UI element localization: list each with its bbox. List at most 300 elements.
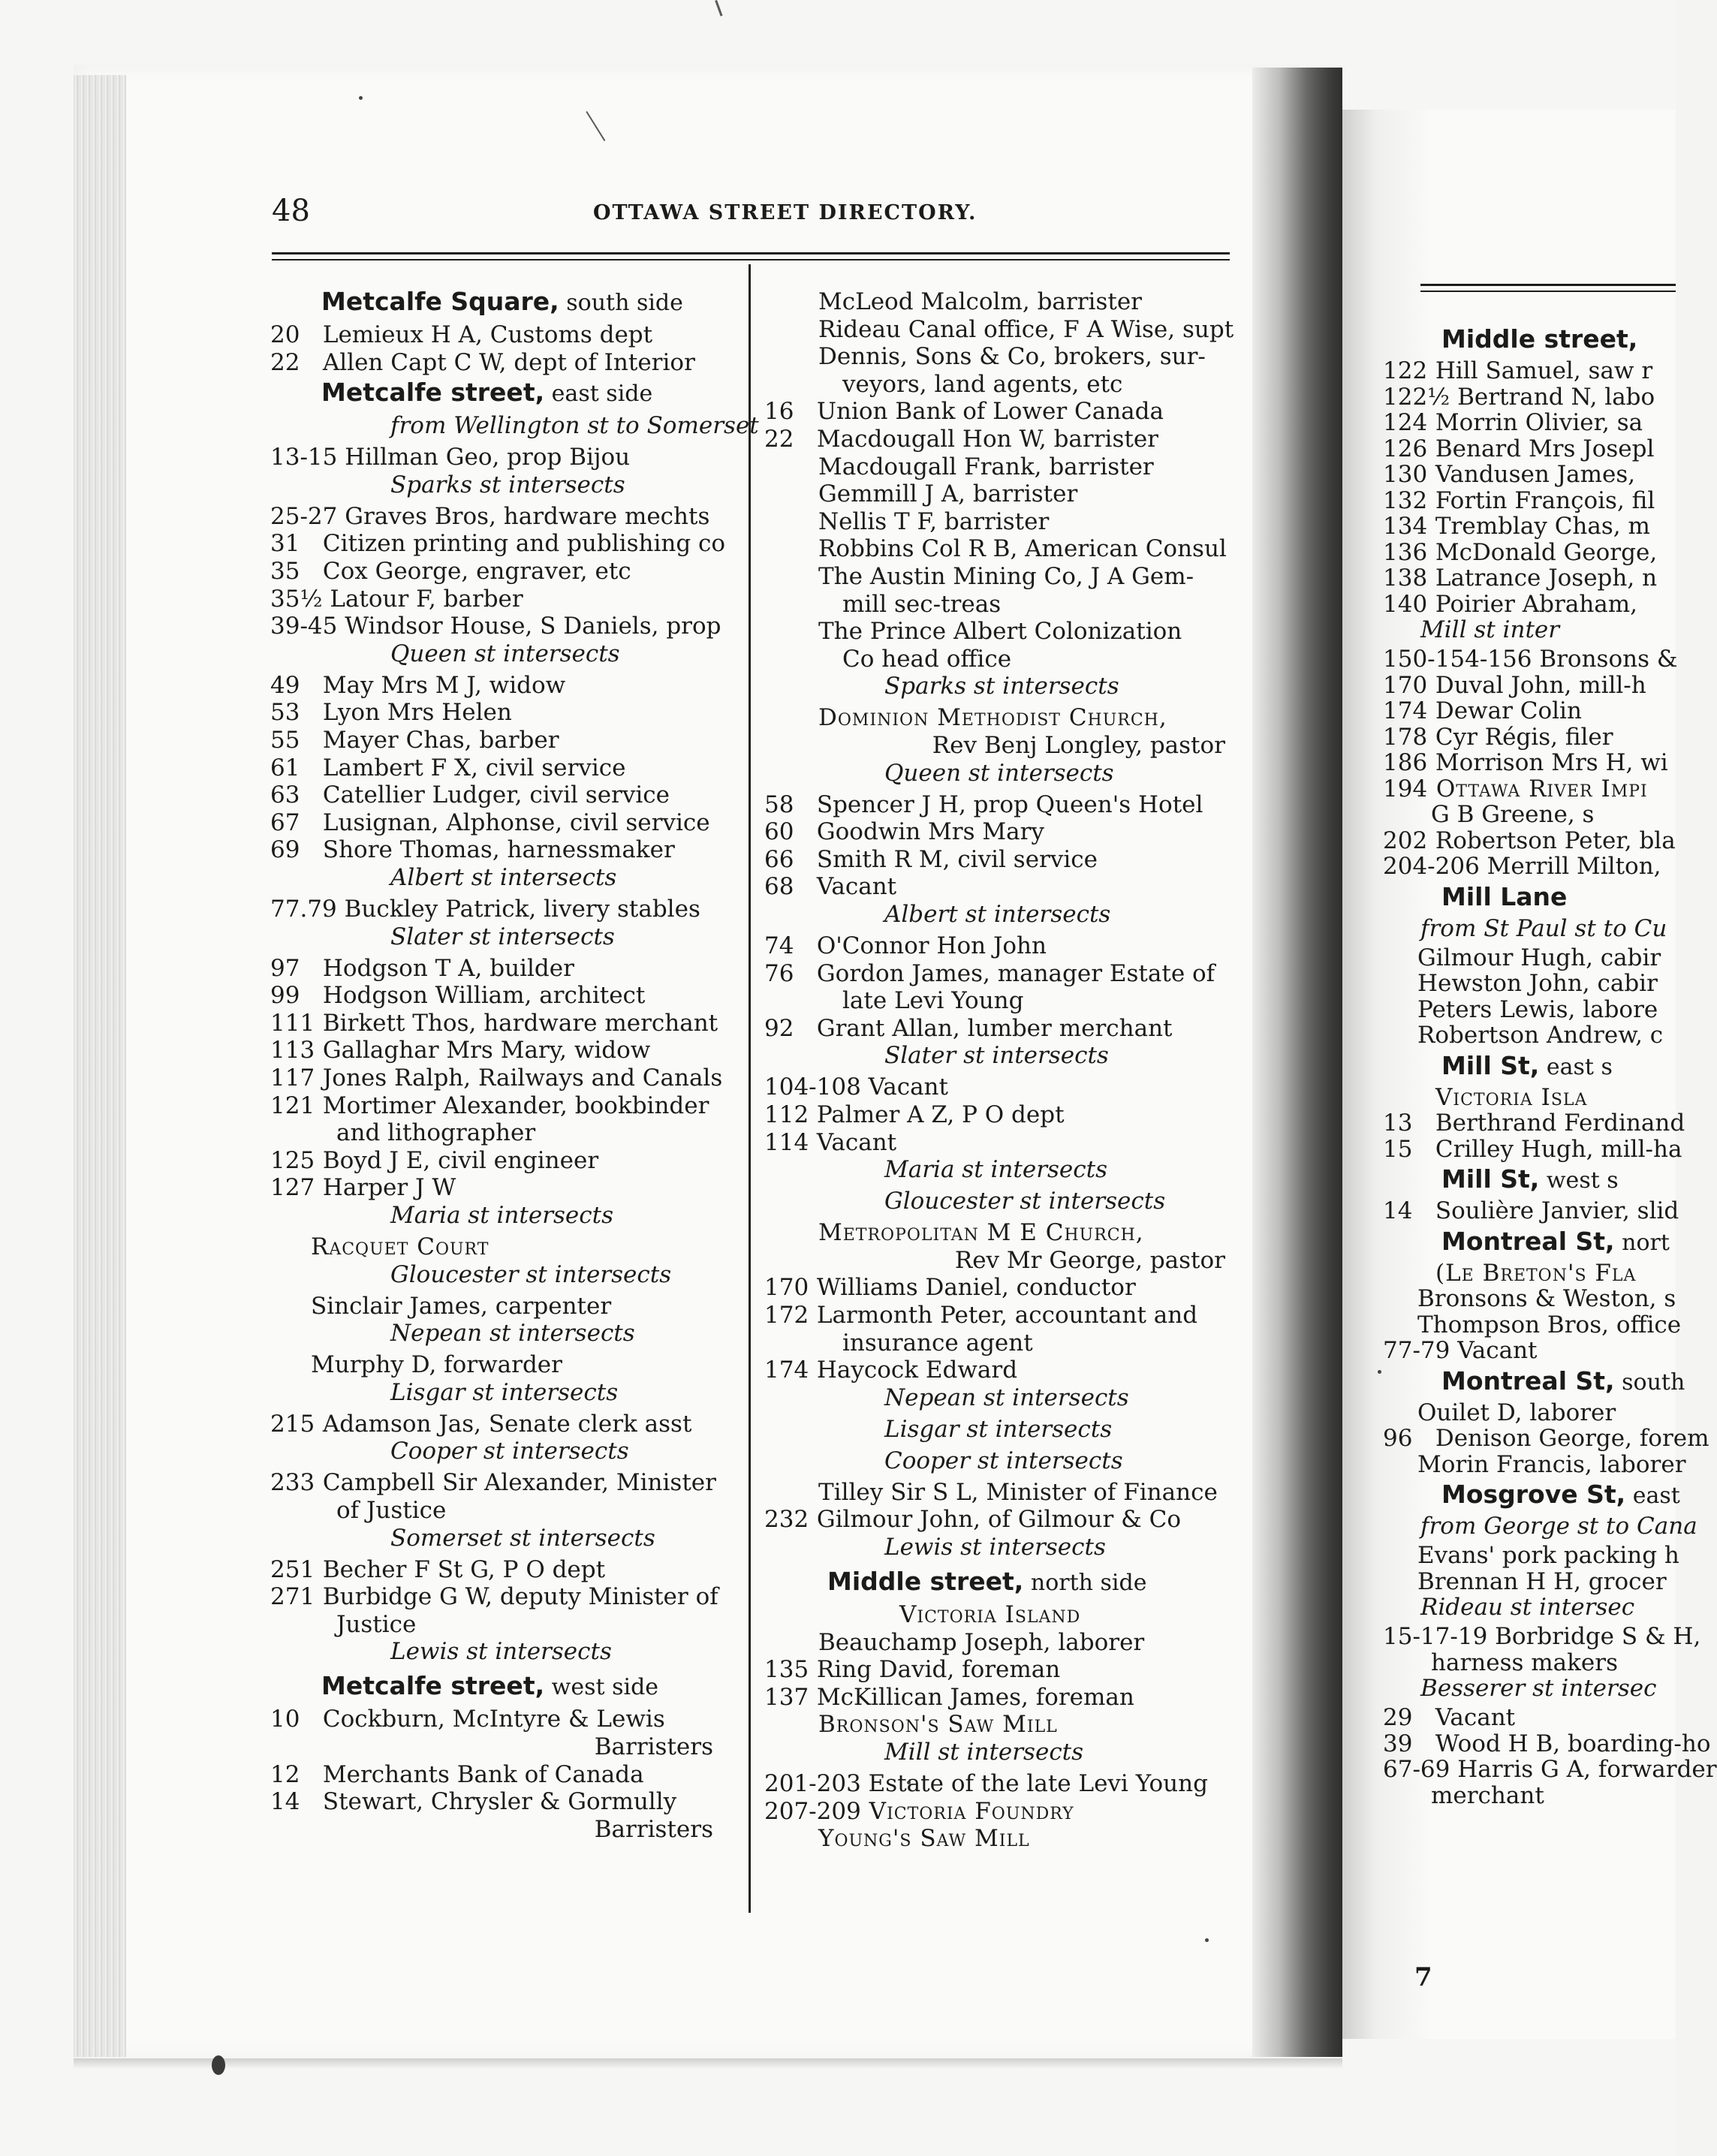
directory-entry: Macdougall Frank, barrister bbox=[818, 453, 1154, 480]
institution-entry: Young's Saw Mill bbox=[818, 1825, 1030, 1853]
directory-entry bbox=[1383, 1425, 1709, 1452]
directory-entry: Thompson Bros, office bbox=[1417, 1311, 1682, 1338]
entry-text: Berthrand Ferdinand bbox=[1428, 1110, 1685, 1137]
directory-entry bbox=[764, 1101, 1065, 1128]
institution-entry: Racquet Court bbox=[311, 1233, 489, 1260]
entry-text: Hillman Geo, prop Bijou bbox=[337, 444, 631, 471]
entry-text: Larmonth Peter, accountant and bbox=[809, 1302, 1198, 1329]
house-number: 66 bbox=[764, 845, 794, 873]
house-number: 215 bbox=[270, 1410, 315, 1438]
directory-entry bbox=[764, 932, 1047, 959]
intersection-note: Cooper st intersects bbox=[390, 1438, 629, 1465]
institution-entry: Metropolitan M E Church, bbox=[818, 1219, 1144, 1247]
directory-entry bbox=[270, 1761, 644, 1788]
directory-entry bbox=[764, 1274, 1136, 1301]
entry-text: Latrance Joseph, n bbox=[1428, 565, 1658, 592]
entry-text: Smith R M, civil service bbox=[809, 845, 1098, 873]
directory-entry bbox=[270, 1064, 722, 1092]
directory-entry bbox=[1383, 827, 1676, 854]
entry-text: Vacant bbox=[1450, 1337, 1538, 1364]
intersection-note: from St Paul st to Cu bbox=[1420, 914, 1667, 942]
intersection-note: Somerset st intersects bbox=[390, 1524, 655, 1552]
directory-entry bbox=[270, 836, 675, 863]
intersection-note: Rideau st intersec bbox=[1420, 1594, 1635, 1621]
street-heading bbox=[321, 379, 652, 408]
entry-text: Bronsons & bbox=[1532, 646, 1678, 673]
scan-speck bbox=[359, 96, 363, 100]
street-heading bbox=[1441, 1368, 1685, 1396]
house-number: 14 bbox=[1383, 1197, 1413, 1224]
page-bottom-shadow bbox=[74, 2058, 1342, 2069]
house-number: 49 bbox=[270, 671, 300, 699]
intersection-note: Lisgar st intersects bbox=[390, 1378, 619, 1406]
directory-entry bbox=[764, 1073, 948, 1101]
house-number: 35½ bbox=[270, 585, 323, 613]
directory-entry: Bronsons & Weston, s bbox=[1417, 1285, 1676, 1312]
house-number: 13-15 bbox=[270, 444, 338, 471]
intersection-note: Gloucester st intersects bbox=[884, 1188, 1166, 1215]
intersection-note: Mill st intersects bbox=[884, 1739, 1084, 1766]
directory-entry: Morin Francis, laborer bbox=[1417, 1450, 1686, 1478]
entry-text: Spencer J H, prop Queen's Hotel bbox=[809, 790, 1203, 818]
house-number: 114 bbox=[764, 1128, 809, 1156]
header-rule-thin bbox=[272, 259, 1230, 260]
entry-text: Gallaghar Mrs Mary, widow bbox=[315, 1037, 651, 1064]
house-number: 112 bbox=[764, 1101, 809, 1128]
house-number: 111 bbox=[270, 1009, 315, 1037]
directory-entry: Gilmour Hugh, cabir bbox=[1417, 944, 1661, 971]
entry-text: Catellier Ludger, civil service bbox=[315, 781, 670, 809]
entry-text: Bertrand N, labo bbox=[1450, 383, 1655, 411]
directory-entry bbox=[270, 982, 645, 1009]
entry-text: Lambert F X, civil service bbox=[315, 754, 626, 781]
entry-text: Vandusen James, bbox=[1428, 461, 1643, 488]
house-number: 271 bbox=[270, 1583, 315, 1611]
entry-continuation: mill sec-treas bbox=[842, 590, 1002, 618]
house-number: 29 bbox=[1383, 1704, 1413, 1731]
header-rule-thick bbox=[272, 252, 1230, 254]
directory-entry bbox=[1383, 646, 1677, 673]
house-number: 150-154-156 bbox=[1383, 646, 1532, 673]
directory-entry bbox=[764, 398, 1164, 425]
directory-entry bbox=[1383, 724, 1613, 751]
intersection-note: from Wellington st to Somerset bbox=[390, 412, 759, 440]
house-number: 97 bbox=[270, 954, 300, 982]
house-number: 76 bbox=[764, 959, 794, 987]
directory-entry bbox=[1383, 1704, 1515, 1731]
institution-entry: Dominion Methodist Church, bbox=[818, 704, 1167, 732]
directory-entry bbox=[270, 896, 700, 923]
locality-label: Victoria Isla bbox=[1435, 1083, 1588, 1111]
entry-text: Jones Ralph, Railways and Canals bbox=[315, 1064, 723, 1092]
directory-entry bbox=[270, 1037, 650, 1064]
intersection-note: Queen st intersects bbox=[390, 640, 620, 667]
entry-text: Allen Capt C W, dept of Interior bbox=[315, 348, 695, 376]
house-number: 138 bbox=[1383, 565, 1428, 592]
directory-entry bbox=[764, 846, 1098, 873]
directory-entry bbox=[270, 1147, 598, 1174]
entry-text: Vacant bbox=[809, 873, 897, 901]
entry-text: McDonald George, bbox=[1428, 538, 1658, 566]
entry-text: Boyd J E, civil engineer bbox=[315, 1146, 599, 1174]
house-number: 172 bbox=[764, 1302, 809, 1329]
house-number: 67-69 bbox=[1383, 1756, 1450, 1783]
house-number: 53 bbox=[270, 699, 300, 727]
house-number: 99 bbox=[270, 982, 300, 1010]
directory-entry: Evans' pork packing h bbox=[1417, 1542, 1679, 1569]
entry-text: Estate of the late Levi Young bbox=[860, 1770, 1208, 1797]
entry-text: May Mrs M J, widow bbox=[315, 671, 566, 699]
intersection-note: Mill st inter bbox=[1420, 616, 1560, 643]
street-name: Metcalfe street, bbox=[321, 378, 545, 408]
intersection-note: Besserer st intersec bbox=[1420, 1675, 1657, 1702]
directory-entry: Robbins Col R B, American Consul bbox=[818, 535, 1227, 563]
directory-entry bbox=[270, 349, 695, 376]
intersection-note: Slater st intersects bbox=[884, 1042, 1109, 1070]
directory-entry bbox=[270, 955, 574, 982]
house-number: 77-79 bbox=[1383, 1337, 1450, 1364]
house-number: 39-45 bbox=[270, 613, 338, 640]
directory-entry bbox=[1383, 591, 1645, 618]
house-number: 31 bbox=[270, 530, 300, 558]
directory-entry: Hewston John, cabir bbox=[1417, 970, 1658, 997]
directory-entry bbox=[270, 1469, 716, 1496]
entry-text: Union Bank of Lower Canada bbox=[809, 398, 1164, 426]
entry-continuation: Barristers bbox=[594, 1733, 713, 1760]
street-side: east bbox=[1625, 1483, 1680, 1509]
entry-text: Goodwin Mrs Mary bbox=[809, 818, 1044, 846]
entry-text: Benard Mrs Josepl bbox=[1428, 435, 1655, 462]
directory-entry bbox=[270, 1706, 665, 1733]
entry-text: Burbidge G W, deputy Minister of bbox=[315, 1583, 718, 1611]
street-name: Mill Lane bbox=[1441, 881, 1568, 911]
entry-text: Dewar Colin bbox=[1428, 697, 1582, 724]
entry-continuation: of Justice bbox=[336, 1497, 447, 1524]
house-number: 126 bbox=[1383, 435, 1428, 462]
entry-text: Ottawa River Impi bbox=[1428, 775, 1648, 802]
house-number: 207-209 bbox=[764, 1797, 861, 1825]
directory-entry bbox=[1383, 1730, 1711, 1757]
house-number: 122½ bbox=[1383, 383, 1450, 411]
right-page-footer: 7 bbox=[1414, 1962, 1432, 1992]
entry-text: Cockburn, McIntyre & Lewis bbox=[315, 1706, 665, 1733]
directory-entry bbox=[1383, 357, 1652, 384]
house-number: 124 bbox=[1383, 409, 1428, 436]
entry-continuation: Barristers bbox=[594, 1815, 713, 1843]
house-number: 14 bbox=[270, 1788, 300, 1816]
directory-entry bbox=[764, 1656, 1060, 1683]
directory-entry bbox=[1383, 435, 1654, 462]
house-number: 204-206 bbox=[1383, 853, 1480, 880]
intersection-note: Cooper st intersects bbox=[884, 1447, 1123, 1474]
intersection-note: Lewis st intersects bbox=[884, 1534, 1106, 1561]
entry-text: Lemieux H A, Customs dept bbox=[315, 321, 653, 348]
directory-entry: Beauchamp Joseph, laborer bbox=[818, 1628, 1145, 1656]
directory-entry bbox=[270, 1010, 718, 1037]
house-number: 96 bbox=[1383, 1425, 1413, 1452]
directory-entry: Tilley Sir S L, Minister of Finance bbox=[818, 1478, 1218, 1506]
intersection-note: Sparks st intersects bbox=[884, 673, 1119, 700]
directory-entry bbox=[764, 1357, 1017, 1384]
entry-text: Cox George, engraver, etc bbox=[315, 558, 631, 585]
house-number: 174 bbox=[1383, 697, 1428, 724]
entry-text: Tremblay Chas, m bbox=[1428, 513, 1650, 540]
street-heading bbox=[1441, 1166, 1619, 1194]
entry-text: Merrill Milton, bbox=[1479, 853, 1669, 880]
directory-entry: Sinclair James, carpenter bbox=[311, 1292, 612, 1320]
house-number: 77.79 bbox=[270, 896, 337, 923]
house-number: 194 bbox=[1383, 775, 1428, 802]
entry-continuation: merchant bbox=[1431, 1781, 1544, 1809]
directory-entry: Murphy D, forwarder bbox=[311, 1351, 562, 1379]
directory-entry bbox=[1383, 1110, 1685, 1137]
entry-text: Morrison Mrs H, wi bbox=[1428, 749, 1668, 776]
street-side: nort bbox=[1614, 1229, 1670, 1256]
directory-entry: The Austin Mining Co, J A Gem- bbox=[818, 563, 1194, 590]
house-number: 60 bbox=[764, 818, 794, 846]
directory-entry bbox=[1383, 1756, 1717, 1783]
house-number: 12 bbox=[270, 1760, 300, 1788]
house-number: 178 bbox=[1383, 723, 1428, 751]
house-number: 22 bbox=[270, 348, 300, 376]
house-number: 25-27 bbox=[270, 502, 338, 530]
directory-entry: Brennan H H, grocer bbox=[1417, 1567, 1667, 1595]
house-number: 35 bbox=[270, 558, 300, 585]
directory-entry: The Prince Albert Colonization bbox=[818, 618, 1182, 646]
house-number: 10 bbox=[270, 1706, 300, 1733]
intersection-note: Lewis st intersects bbox=[390, 1638, 612, 1666]
directory-entry bbox=[1383, 1623, 1700, 1650]
entry-text: Ring David, foreman bbox=[809, 1656, 1061, 1684]
intersection-note: Maria st intersects bbox=[390, 1202, 613, 1229]
house-number: 125 bbox=[270, 1146, 315, 1174]
directory-entry: Ouilet D, laborer bbox=[1417, 1399, 1616, 1426]
house-number: 22 bbox=[764, 426, 794, 453]
directory-entry bbox=[270, 754, 625, 781]
entry-text: Grant Allan, lumber merchant bbox=[809, 1014, 1173, 1042]
directory-entry bbox=[1383, 539, 1657, 566]
house-number: 174 bbox=[764, 1357, 809, 1384]
entry-text: Merchants Bank of Canada bbox=[315, 1760, 644, 1788]
directory-entry bbox=[1383, 409, 1643, 436]
entry-continuation: harness makers bbox=[1431, 1649, 1618, 1676]
entry-text: Borbridge S & H, bbox=[1487, 1623, 1701, 1650]
directory-entry bbox=[764, 873, 896, 900]
directory-entry bbox=[270, 1411, 691, 1438]
entry-text: Becher F St G, P O dept bbox=[315, 1555, 606, 1583]
house-number: 58 bbox=[764, 790, 794, 818]
intersection-note: Maria st intersects bbox=[884, 1156, 1107, 1184]
entry-text: Palmer A Z, P O dept bbox=[809, 1101, 1065, 1128]
street-name: Metcalfe street, bbox=[321, 1671, 545, 1701]
house-number: 104-108 bbox=[764, 1073, 861, 1101]
entry-text: O'Connor Hon John bbox=[809, 932, 1047, 959]
entry-text: Poirier Abraham, bbox=[1428, 590, 1645, 618]
house-number: 137 bbox=[764, 1683, 809, 1711]
locality-label: Victoria Island bbox=[899, 1601, 1081, 1628]
directory-entry bbox=[764, 960, 1215, 987]
entry-text: Latour F, barber bbox=[322, 585, 523, 613]
street-name: Montreal St, bbox=[1441, 1366, 1615, 1396]
directory-entry bbox=[1383, 775, 1648, 802]
entry-text: Morrin Olivier, sa bbox=[1428, 409, 1643, 436]
house-number: 132 bbox=[1383, 486, 1428, 514]
directory-entry bbox=[270, 1174, 456, 1201]
directory-entry: Peters Lewis, labore bbox=[1417, 995, 1658, 1023]
directory-entry bbox=[270, 1556, 605, 1583]
street-side: south side bbox=[559, 290, 683, 316]
directory-entry bbox=[270, 1583, 718, 1610]
street-heading bbox=[1441, 1228, 1670, 1257]
directory-entry bbox=[764, 818, 1044, 845]
entry-text: Robertson Peter, bla bbox=[1428, 827, 1676, 854]
street-heading bbox=[1441, 326, 1637, 354]
directory-entry bbox=[764, 1506, 1181, 1533]
intersection-note: Gloucester st intersects bbox=[390, 1260, 672, 1288]
entry-text: Soulière Janvier, slid bbox=[1428, 1197, 1679, 1224]
directory-entry bbox=[1383, 461, 1643, 488]
entry-text: Denison George, forem bbox=[1428, 1425, 1709, 1452]
entry-text: Hodgson T A, builder bbox=[315, 954, 574, 982]
entry-text: Fortin François, fil bbox=[1428, 486, 1655, 514]
street-heading bbox=[1441, 881, 1568, 912]
entry-text: Harris G A, forwarder bbox=[1450, 1756, 1717, 1783]
street-side: north side bbox=[1023, 1570, 1147, 1596]
directory-entry bbox=[1383, 384, 1655, 411]
directory-entry bbox=[1383, 1197, 1679, 1224]
directory-entry: McLeod Malcolm, barrister bbox=[818, 288, 1142, 315]
directory-entry bbox=[764, 1684, 1134, 1711]
street-side: west side bbox=[544, 1674, 659, 1701]
entry-text: Vacant bbox=[809, 1128, 897, 1156]
right-page-header-rule bbox=[1420, 284, 1676, 286]
street-heading bbox=[1441, 1481, 1680, 1510]
directory-entry bbox=[1383, 1136, 1682, 1163]
directory-entry bbox=[1383, 672, 1646, 699]
directory-entry bbox=[270, 727, 559, 754]
street-heading bbox=[827, 1568, 1146, 1597]
directory-entry: Nellis T F, barrister bbox=[818, 507, 1050, 535]
entry-text: Duval John, mill-h bbox=[1428, 671, 1646, 699]
entry-continuation: insurance agent bbox=[842, 1329, 1033, 1357]
house-number: 251 bbox=[270, 1555, 315, 1583]
directory-entry bbox=[270, 530, 725, 557]
directory-entry bbox=[270, 809, 710, 836]
entry-text: Vacant bbox=[1428, 1704, 1516, 1731]
entry-text: Crilley Hugh, mill-ha bbox=[1428, 1135, 1682, 1163]
entry-text: Mortimer Alexander, bookbinder bbox=[315, 1092, 709, 1119]
street-name: Montreal St, bbox=[1441, 1226, 1615, 1256]
entry-continuation: veyors, land agents, etc bbox=[842, 370, 1123, 398]
street-heading bbox=[1441, 1052, 1613, 1081]
entry-continuation: late Levi Young bbox=[842, 987, 1024, 1015]
directory-entry bbox=[764, 791, 1203, 818]
entry-text: Haycock Edward bbox=[809, 1357, 1018, 1384]
entry-continuation: Rev Mr George, pastor bbox=[954, 1246, 1225, 1274]
street-side: west s bbox=[1539, 1167, 1619, 1194]
directory-entry bbox=[270, 613, 721, 640]
directory-entry bbox=[270, 444, 630, 471]
house-number: 170 bbox=[764, 1274, 809, 1302]
house-number: 202 bbox=[1383, 827, 1428, 854]
entry-text: Windsor House, S Daniels, prop bbox=[337, 613, 721, 640]
directory-entry bbox=[270, 699, 512, 726]
entry-text: Mayer Chas, barber bbox=[315, 727, 559, 754]
directory-entry bbox=[1383, 513, 1650, 540]
street-name: Metcalfe Square, bbox=[321, 287, 559, 316]
entry-continuation: Co head office bbox=[842, 645, 1012, 673]
intersection-note: Queen st intersects bbox=[884, 759, 1114, 787]
directory-entry bbox=[764, 1015, 1173, 1042]
street-side: east s bbox=[1539, 1053, 1613, 1080]
directory-entry bbox=[764, 1798, 1074, 1825]
house-number: 127 bbox=[270, 1174, 315, 1202]
entry-text: Macdougall Hon W, barrister bbox=[809, 426, 1158, 453]
house-number: 92 bbox=[764, 1014, 794, 1042]
house-number: 68 bbox=[764, 873, 794, 901]
intersection-note: from George st to Cana bbox=[1420, 1513, 1697, 1540]
entry-text: Birkett Thos, hardware merchant bbox=[315, 1009, 718, 1037]
directory-entry bbox=[1383, 565, 1657, 592]
directory-entry bbox=[1383, 487, 1655, 514]
entry-text: Hodgson William, architect bbox=[315, 982, 646, 1010]
house-number: 186 bbox=[1383, 749, 1428, 776]
street-heading bbox=[321, 1673, 658, 1701]
locality-label: (Le Breton's Fla bbox=[1435, 1259, 1637, 1287]
house-number: 130 bbox=[1383, 461, 1428, 488]
entry-text: Stewart, Chrysler & Gormully bbox=[315, 1788, 677, 1816]
directory-entry bbox=[270, 1092, 709, 1119]
entry-text: Harper J W bbox=[315, 1174, 456, 1202]
street-name: Mosgrove St, bbox=[1441, 1480, 1626, 1509]
intersection-note: Albert st intersects bbox=[390, 864, 617, 891]
entry-text: Lusignan, Alphonse, civil service bbox=[315, 808, 710, 836]
page-edges bbox=[74, 75, 126, 2057]
directory-entry bbox=[270, 781, 670, 808]
book-gutter bbox=[1252, 68, 1342, 2057]
directory-entry bbox=[1383, 1337, 1538, 1364]
page-number: 48 bbox=[272, 194, 310, 228]
directory-entry: Gemmill J A, barrister bbox=[818, 480, 1078, 508]
house-number: 63 bbox=[270, 781, 300, 809]
entry-text: Williams Daniel, conductor bbox=[809, 1274, 1136, 1302]
entry-continuation: Justice bbox=[336, 1610, 417, 1638]
entry-text: Graves Bros, hardware mechts bbox=[337, 502, 710, 530]
entry-text: Gilmour John, of Gilmour & Co bbox=[809, 1506, 1181, 1534]
directory-entry: Robertson Andrew, c bbox=[1417, 1022, 1664, 1049]
directory-entry bbox=[270, 586, 523, 613]
directory-entry bbox=[764, 1302, 1197, 1329]
house-number: 140 bbox=[1383, 590, 1428, 618]
street-side: east side bbox=[544, 381, 653, 408]
directory-entry bbox=[270, 503, 709, 530]
institution-entry: Bronson's Saw Mill bbox=[818, 1711, 1058, 1739]
directory-entry bbox=[1383, 749, 1668, 776]
entry-text: Cyr Régis, filer bbox=[1428, 723, 1613, 751]
street-name: Mill St, bbox=[1441, 1050, 1540, 1080]
house-number: 113 bbox=[270, 1037, 315, 1064]
house-number: 117 bbox=[270, 1064, 315, 1092]
house-number: 170 bbox=[1383, 671, 1428, 699]
entry-text: McKillican James, foreman bbox=[809, 1683, 1134, 1711]
entry-text: Gordon James, manager Estate of bbox=[809, 959, 1215, 987]
house-number: 69 bbox=[270, 836, 300, 864]
directory-entry bbox=[1383, 853, 1668, 880]
house-number: 39 bbox=[1383, 1730, 1413, 1757]
directory-entry bbox=[270, 558, 631, 585]
house-number: 13 bbox=[1383, 1110, 1413, 1137]
directory-entry bbox=[270, 321, 652, 348]
